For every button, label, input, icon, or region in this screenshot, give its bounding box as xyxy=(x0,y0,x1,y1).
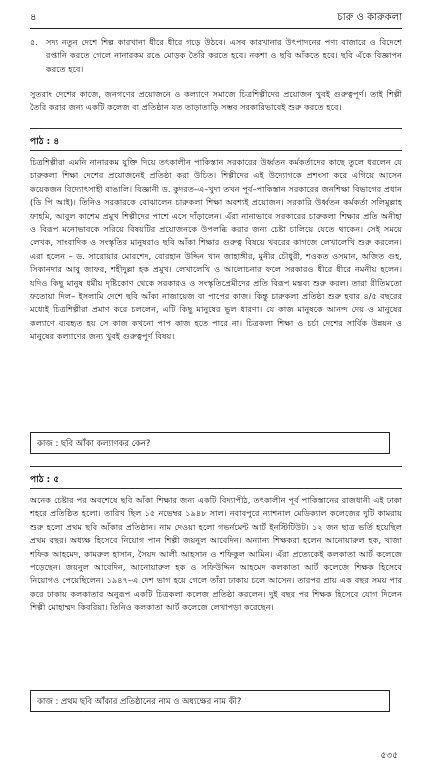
page-number: ৪ xyxy=(30,12,37,23)
list-item-5 xyxy=(30,36,402,76)
task-text: কাজ : ছবি আঁকা কল্যাণকর কেন? xyxy=(37,438,151,448)
task-box xyxy=(30,690,390,712)
footer-page-code: ৫৩৫ xyxy=(380,751,398,761)
section-divider xyxy=(30,150,402,151)
list-text: সদ্য নতুন দেশে শিল্প কারখানা ধীরে ধীরে গড়ে উঠবে। এসব কারখানার উৎপাদনের পণ্য বাজারে ও বিদেশে রপ্তানি করতে গেলে নানারকম রঙে মোড়ক তৈরি করতে হবে। নকশা ও ছবি আঁকতে হবে। ছবি এঁকে বিজ্ঞাপন করতে হবে। xyxy=(46,37,402,74)
page-header xyxy=(30,10,402,29)
section-divider xyxy=(30,488,402,489)
summary-paragraph: সুতরাং দেশের কাজে, জনগণের প্রয়োজনে ও কল্যাণে সমাজে চিত্রশিল্পীদের প্রয়োজন খুবই গুরুত্বপূর্ণ। তাই শিল্পী তৈরি করার জন্য একটি কলেজ বা প্রতিষ্ঠান যত তাড়াতাড়ি সম্ভব সরকারিভাবেই শুরু করতে হবে। xyxy=(30,89,402,113)
lesson-5-paragraph: অনেক চেষ্টার পর অবশেষে ছবি আঁকা শিক্ষার জন্য একটি বিদ্যাপীঠ, তৎকালীন পূর্ব পাকিস্তানের রাজধানী এই ঢাকা শহরে প্রতিষ্ঠিত হলো। তারিখ ছিল ১৫ নভেম্বর ১৯৪৮ সাল। নবাবপুরে ন্যাশনাল মেডিক্যাল কলেজের দুটি কামরায় শুরু হলো প্রথম ছবি আঁকার প্রতিষ্ঠান। নাম দেওয়া হলো গভর্নমেন্ট আর্ট ইনস্টিটিউট। ১২ জন ছাত্র ভর্তি হয়েছিল প্রথম বছর। অধ্যক্ষ হিসেবে নিয়োগ পান শিল্পী জয়নুল আবেদিন। অন্যান্য শিক্ষকরা হলেন আনোয়ারুল হক, খাজা শফিক আহমেদ, কামরুল হাসান, সৈয়দ আলী আহসান ও শফিকুল আমিন। এঁরা প্রত্যেকেই কলকাতা আর্ট কলেজে পড়েছেন। জয়নুল আবেদিন, আনোয়ারুল হক ও সফিউদ্দিন আহমেদ কলকাতা আর্ট কলেজে শিক্ষক হিসেবে নিয়োগও পেয়েছিলেন। ১৯৪৭–এ দেশ ভাগ হয়ে গেলে তাঁরা ঢাকায় চলে আসেন। তারপর প্রায় এক বছর সময় পার করে ঢাকায় কলকাতার অনুরূপ একটি চিত্রকলা কলেজ প্রতিষ্ঠা করলেন। দুই বছর পর শিক্ষক হিসেবে যোগ দিলেন শিল্পী মোহাম্মদ কিবরিয়া। তিনিও কলকাতা আর্ট কলেজে লেখাপড়া করেছেন। xyxy=(30,495,402,613)
list-number: ৫. xyxy=(30,37,38,47)
task-text: কাজ : প্রথম ছবি আঁকার প্রতিষ্ঠানের নাম ও অধ্যক্ষের নাম কী? xyxy=(37,696,242,706)
lesson-4-heading: পাঠ : ৪ xyxy=(30,137,60,147)
book-title: চারু ও কারুকলা xyxy=(337,12,402,23)
section-divider xyxy=(30,466,402,467)
section-divider xyxy=(30,128,402,129)
lesson-4-paragraph: চিত্রশিল্পীরা এমনি নানারকম যুক্তি দিয়ে তৎকালীন পাকিস্তান সরকারের উর্ধ্বতন কর্মকর্তাদের কাছে তুলে ধরলেন যে চারুকলা শিক্ষা দেশের প্রয়োজনেই প্রতিষ্ঠা করা উচিত। শিল্পীদের এই উদ্যোগকে প্রশংসা করে এগিয়ে আসেন কয়েকজন বিদ্যোৎসাহী বাঙালি। বিজ্ঞানী ড. কুদরত–এ–খুদা তখন পূর্ব–পাকিস্তান সরকারের জনশিক্ষা বিভাগের প্রধান (ডি পি আই)। তিনিও সরকারকে বোঝালেন চারুকলা শিক্ষা অবশ্যই প্রয়োজন। সরকারি উর্ধ্বতন কর্মকর্তা সলিমুল্লাহ ফাহমি, আবুল কাশেম প্রমুখ শিল্পীদের পাশে এসে দাঁড়ালেন। এঁরা নানাভাবে সরকারের চারুকলা শিক্ষার প্রতি অনীহা ও বিরূপ মনোভাবকে সরিয়ে বিষয়টির প্রয়োজনকে উপলব্ধি করার জন্য চেষ্টা চালিয়ে যেতে থাকেন। সেই সময়ে লেখক, সাংবাদিক ও সংস্কৃতির মানুষরাও ছবি আঁকা শিক্ষার গুরুত্ব বিষয়ে খবরের কাগজে লেখালেখি শুরু করলেন। এরা হলেন – ড. সারোয়ার মোরশেদ, বোরহান উদ্দিন খান জাহাঙ্গীর, মুনীর চৌধুরী, শওকত ওসমান, অজিত গুহ, সিকানদার আবু জাফর, শহীদুল্লা হক প্রমুখ। লেখালেখি ও আলোচনার ফলে সরকারও ধীরে ধীরে নমনীয় হলেন। যদিও কিছু মানুষ ধর্মীয় দৃষ্টিকোণ থেকে সরকারও ও সংস্কৃতিপ্রেমীদের প্রতি বিরূপ মন্তব্য শুরু করল। তারা রীতিমতো ফতোয়া দিল– ইসলামি দেশে ছবি আঁকা নাজায়েজ বা পাপের কাজ। কিন্তু চারুকলা প্রতিষ্ঠা শুরু হবার ৪/৫ বছরের মধ্যেই চিত্রশিল্পীরা প্রমাণ করে চললেন, এটি কিছু মানুষের ভুল ধারণা। যে কাজ মানুষকে আনন্দ দেয় ও মানুষের কল্যাণে ব্যবহৃত হয় সে কাজ কখনো পাপ কাজ হতে পারে না। চিত্রকলা শিক্ষা ও চর্চা দেশের সার্বিক উন্নয়ন ও মানুষের কল্যাণের জন্য খুবই গুরুত্বপূর্ণ বিষয়। xyxy=(30,157,402,342)
task-box xyxy=(30,432,390,454)
lesson-5-heading: পাঠ : ৫ xyxy=(30,475,60,485)
